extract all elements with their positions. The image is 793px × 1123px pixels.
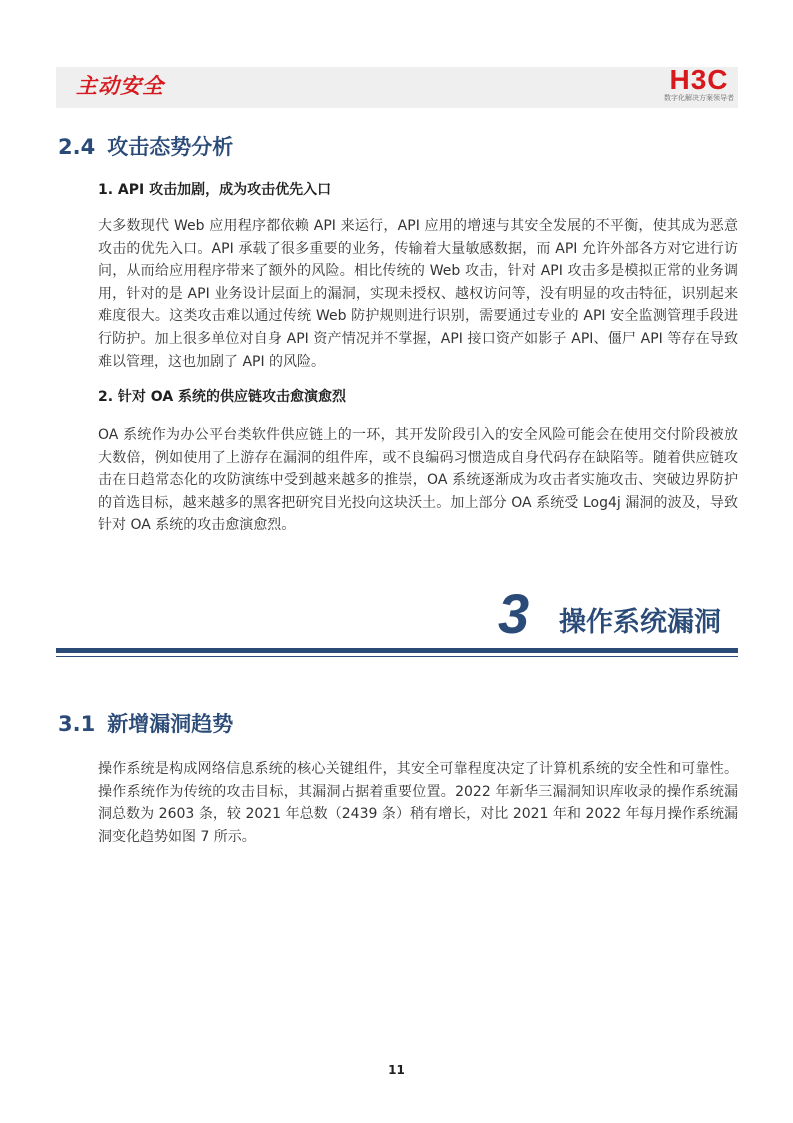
paragraph-api-attacks: 大多数现代 Web 应用程序都依赖 API 来运行，API 应用的增速与其安全发展的不平衡，使其成为恶意攻击的优先入口。API 承载了很多重要的业务，传输着大量敏感数据，而 API 允许外部各方对它进行访问，从而给应用程序带来了额外的风险。相比传统的 Web 攻击，针对 API 攻击多是模拟正常的业务调用，针对的是 API 业务设计层面上的漏洞，实现未授权、越权访问等，没有明显的攻击特征，识别起来难度很大。这类攻击难以通过传统 Web 防护规则进行识别，需要通过专业的 API 安全监测管理手段进行防护。加上很多单位对自身 API 资产情况并不掌握，API 接口资产如影子 API、僵尸 API 等存在导致难以管理，这也加剧了 API 的风险。 <box>98 218 738 370</box>
subheading-api-attacks: 1. API 攻击加剧，成为攻击优先入口 <box>98 182 332 198</box>
paragraph-oa-supply-chain: OA 系统作为办公平台类软件供应链上的一环，其开发阶段引入的安全风险可能会在使用交付阶段被放大数倍，例如使用了上游存在漏洞的组件库，或不良编码习惯造成自身代码存在缺陷等。随着供应链攻击在日趋常态化的攻防演练中受到越来越多的推崇，OA 系统逐渐成为攻击者实施攻击、突破边界防护的首选目标，越来越多的黑客把研究目光投向这块沃土。加上部分 OA 系统受 Log4j 漏洞的波及，导致针对 OA 系统的攻击愈演愈烈。 <box>98 427 738 534</box>
chapter-title: 操作系统漏洞 <box>559 607 721 638</box>
section-title: 攻击态势分析 <box>107 135 234 159</box>
section-2-4-heading <box>58 132 233 162</box>
chapter-rule-thin <box>56 656 738 657</box>
section-3-1-heading <box>58 709 233 739</box>
logo-tagline: 数字化解决方案领导者 <box>664 94 734 102</box>
header-title: 主动安全 <box>76 74 164 98</box>
section-title: 新增漏洞趋势 <box>107 712 234 736</box>
paragraph-new-vulnerabilities: 操作系统是构成网络信息系统的核心关键组件，其安全可靠程度决定了计算机系统的安全性和可靠性。操作系统作为传统的攻击目标，其漏洞占据着重要位置。2022 年新华三漏洞知识库收录的操作系统漏洞总数为 2603 条，较 2021 年总数（2439 条）稍有增长，对比 2021 年和 2022 年每月操作系统漏洞变化趋势如图 7 所示。 <box>98 761 738 845</box>
subheading-oa-supply-chain: 2. 针对 OA 系统的供应链攻击愈演愈烈 <box>98 389 347 405</box>
page-number: 11 <box>388 1063 405 1077</box>
chapter-rule-thick <box>56 648 738 653</box>
chapter-number: 3 <box>498 582 530 645</box>
section-number: 3.1 <box>58 712 96 736</box>
logo-mark: H3C <box>669 64 729 95</box>
h3c-logo <box>659 66 739 106</box>
section-number: 2.4 <box>58 135 96 159</box>
